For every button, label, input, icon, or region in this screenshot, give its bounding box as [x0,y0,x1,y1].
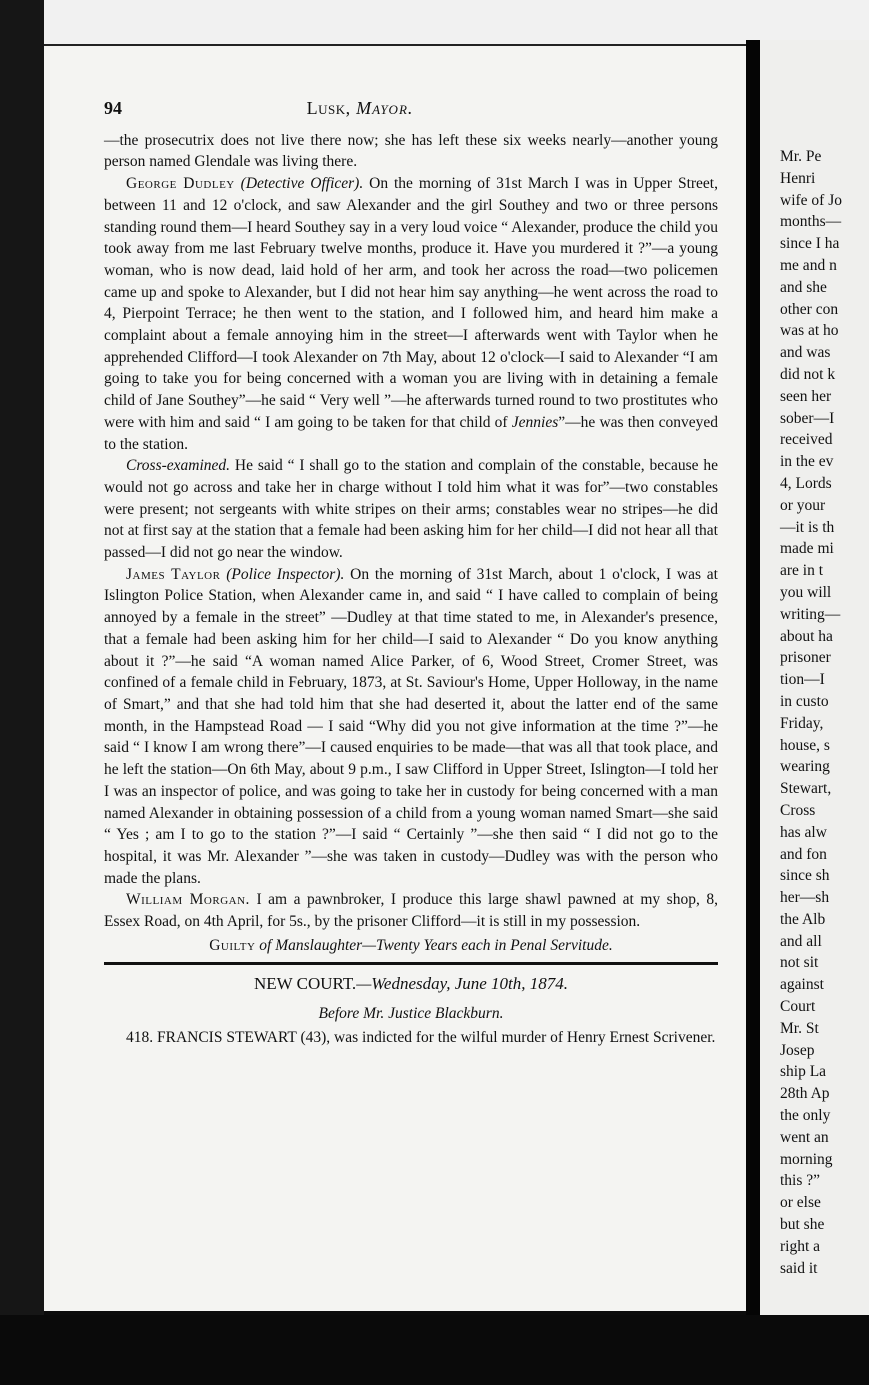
paragraph-prosecutrix: —the prosecutrix does not live there now; she has left these six weeks nearly—another young person named Glendale was living there. [104,131,718,171]
right-page-line: house, s [780,736,830,754]
right-page-line: did not k [780,365,836,383]
right-page-line: Josep [780,1041,815,1059]
right-page-line: since sh [780,867,830,885]
before-judge: Before Mr. Justice Blackburn. [318,1005,504,1023]
book-gutter [746,40,760,1315]
right-page-line: Court [780,998,816,1016]
right-page-line: are in t [780,562,824,580]
right-page-line: in the ev [780,453,834,471]
right-page-line: and was [780,344,831,362]
scan-bottom-band [0,1315,869,1385]
right-page-line: wife of Jo [780,191,842,209]
right-page-line: and all [780,932,822,950]
right-page-line: and fon [780,845,827,863]
verdict: Guilty of Manslaughter—Twenty Years each in Penal Servitude. [209,936,613,954]
right-page-line: went an [780,1128,829,1146]
right-page-line: but she [780,1216,825,1234]
right-page-line: ship La [780,1063,827,1081]
right-page-line: Henri [780,169,816,187]
right-page-line: Stewart, [780,780,832,798]
right-page-line: sober—I [780,409,835,427]
right-page-line: has alw [780,823,827,841]
right-page-line: made mi [780,540,834,558]
right-page-line: the only [780,1107,831,1125]
witness-name: James Taylor [126,565,221,583]
right-page-line: since I ha [780,235,840,253]
right-page-line: tion—I [780,671,825,689]
case-indictment: 418. FRANCIS STEWART (43), was indicted for the wilful murder of Henry Ernest Scrivener. [126,1028,716,1046]
right-page-line: her—sh [780,889,830,907]
right-page-line: or else [780,1194,821,1212]
right-page-line: right a [780,1237,821,1255]
witness-name: William Morgan. [126,891,250,909]
right-page-line: or your [780,496,826,514]
right-page-line: other con [780,300,839,318]
right-page-line: this ?” [780,1172,821,1190]
right-page-text [780,146,869,1279]
running-head [104,98,718,120]
scan-left-edge [0,0,44,1385]
right-page-line: you will [780,583,832,601]
witness-role: (Detective Officer). [240,175,364,193]
cross-examined-label: Cross-examined. [126,457,231,475]
right-page-line: the Alb [780,910,826,928]
right-page-line: —it is th [780,518,835,536]
right-page-line: prisoner [780,649,831,667]
right-page-line: 4, Lords [780,474,832,492]
left-page-text [104,98,718,1049]
witness-role: (Police Inspector). [226,565,345,583]
right-page-line: received [780,431,833,449]
running-head-title: Lusk, Mayor. [306,98,414,118]
right-page-line: against [780,976,824,994]
right-page-line: Mr. Pe [780,148,822,165]
court-heading: NEW COURT.—Wednesday, June 10th, 1874. [253,974,569,994]
right-page-line: about ha [780,627,833,645]
right-page-line: in custo [780,692,829,710]
right-page-line: me and n [780,256,837,274]
paragraph-taylor: James Taylor (Police Inspector). On the morning of 31st March, about 1 o'clock, I was at Islington Police Station, when Alexander came in, and said “ I have called to complain of being annoyed by a female in the street” —Dudley at that time stated to me, in Alexander's presence, that a female had been asking him for her child—I said to Alexander “ Do you know anything about it ?”—he said “A woman named Alice Parker, of 6, Wood Street, Cromer Street, was confined of a female child in February, 1873, at St. Saviour's Home, Upper Holloway, in the name of Smart,” and that she had told him that she had deserted it, about the latter end of the same month, in the Hampstead Road — I said “Why did you not give information at the time ?”—he said “ I know I am wrong there”—I caused enquiries to be made—that was all that took place, and he left the station—On 6th May, about 9 p.m., I saw Clifford in Upper Street, Islington—I told her I was an inspector of police, and was going to take her in custody for being concerned with a man named Alexander in obtaining possession of a child from a young woman named Smart—she said “ Yes ; am I to go to the station ?”—I said “ Certainly ”—she then said “ I did not go to the hospital, it was Mr. Alexander ”—she was taken in custody—Dudley was with the person who made the plans. [104,565,718,887]
right-page-line: wearing [780,758,830,776]
right-page-line: 28th Ap [780,1085,830,1103]
right-page-line: Friday, [780,714,824,732]
right-page-line: morning [780,1150,833,1168]
right-page-line: and she [780,278,827,296]
right-page [760,40,869,1315]
right-page-line: Mr. St [780,1019,819,1037]
right-page-line: said it [780,1259,818,1277]
paragraph-cross-examined: Cross-examined. He said “ I shall go to the station and complain of the constable, because he would not go across and take her in charge without I told him what it was for”—two constables were present; not sergeants with white stripes on their arms; constables wear no stripes—he did not at first say at the station that a female had been asking him for her child—I did not hear all that passed—I did not go near the window. [104,457,718,562]
right-page-line: Cross [780,801,816,819]
right-page-line: was at ho [780,322,839,340]
right-page-line: not sit [780,954,819,972]
right-page-line: seen her [780,387,832,405]
section-divider [104,962,718,965]
right-page-line: writing— [780,605,841,623]
right-page-line: months— [780,213,842,231]
paragraph-dudley: George Dudley (Detective Officer). On the morning of 31st March I was in Upper Street, between 11 and 12 o'clock, and saw Alexander and the girl Southey and two or three persons standing round them—I heard Southey say in a very loud voice “ Alexander, produce the child you took away from me last February twelve months, produce it. Have you murdered it ?”—a young woman, who is now dead, laid hold of her arm, and took her across the road—two policemen came up and spoke to Alexander, but I did not hear him say anything—he went across the road to 4, Pierpoint Terrace; he then went to the station, and I followed him, and heard him make a complaint about a female annoying him in the street—I afterwards went with Taylor when he apprehended Clifford—I took Alexander on 7th May, about 12 o'clock—I said to Alexander “I am going to take you for being concerned with a woman you are living with in detaining a female child of Jane Southey”—he said “ Very well ”—he afterwards turned round to two prostitutes who were with him and said “ I am going to be taken for that child of Jennies”—he was then conveyed to the station. [104,175,718,453]
paragraph-morgan: William Morgan. I am a pawnbroker, I produce this large shawl pawned at my shop, 8, Essex Road, on 4th April, for 5s., by the prisoner Clifford—it is still in my possession. [104,891,719,931]
page-number: 94 [104,98,122,118]
witness-name: George Dudley [126,175,235,193]
